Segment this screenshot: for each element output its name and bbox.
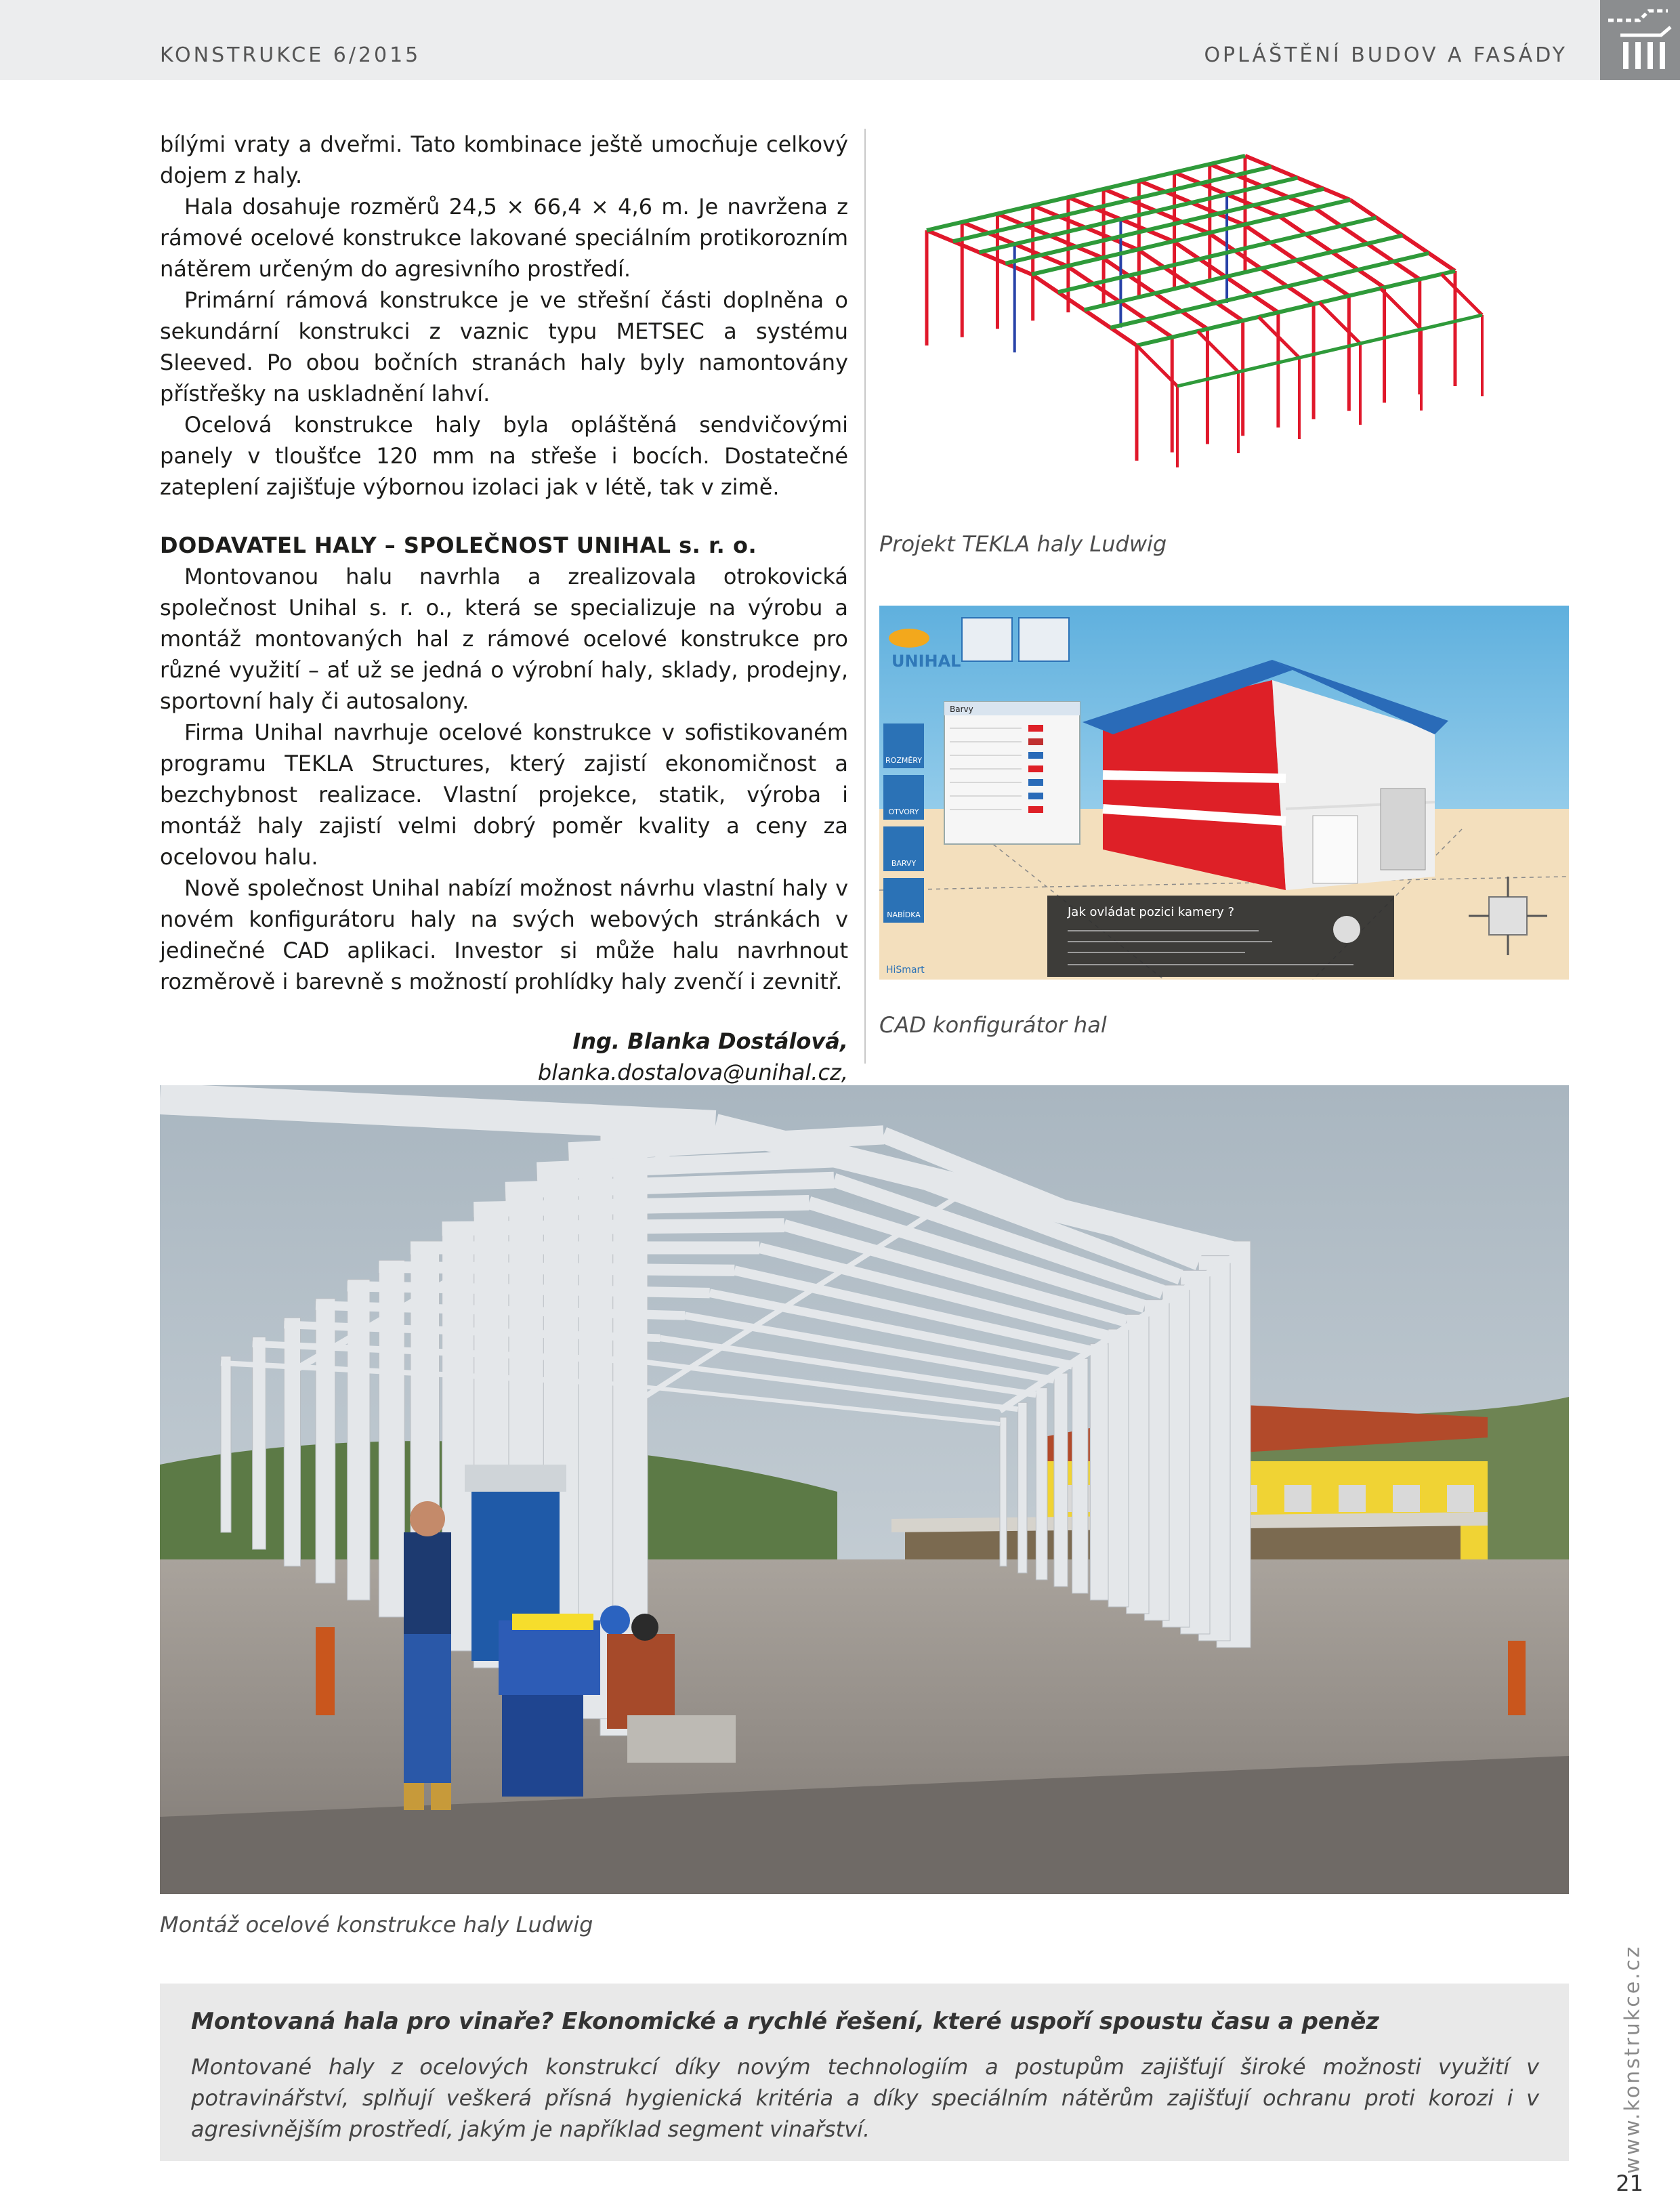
author-email: blanka.dostalova@unihal.cz,	[537, 1059, 848, 1085]
section-title: OPLÁŠTĚNÍ BUDOV A FASÁDY	[1204, 43, 1568, 67]
info-box	[160, 1984, 1569, 2161]
menu-item-rozmery: ROZMĚRY	[885, 756, 922, 765]
column-divider	[864, 129, 866, 1064]
info-box-body: Montované haly z ocelových konstrukcí díky novým technologiím a postupům zajišťují široké možnosti využití v potravinářství, splňují veškerá přísná hygienická kritéria a díky speciálním nátěrům zajišťují ochranu proti korozi i v agresivnějším prostředí, jakým je například segment vinařství.	[191, 2054, 1539, 2142]
article-paragraph: bílými vraty a dveřmi. Tato kombinace ještě umocňuje celkový dojem z haly.	[160, 131, 848, 188]
magazine-issue: KONSTRUKCE 6/2015	[160, 43, 421, 67]
section-heading: DODAVATEL HALY – SPOLEČNOST UNIHAL s. r. o.	[160, 532, 757, 558]
photo-caption: Montáž ocelové konstrukce haly Ludwig	[160, 1912, 593, 1937]
page-header	[0, 0, 1680, 80]
magazine-logo	[1600, 0, 1680, 80]
article-paragraph: Montovanou halu navrhla a zrealizovala otrokovická společnost Unihal s. r. o., která se specializuje na výrobu a montáž montovaných hal z rámové ocelové konstrukce pro různé využití – ať už se jedná o výrobní haly, sklady, prodejny, sportovní haly či autosalony.	[160, 564, 848, 714]
menu-item-nabidka: NABÍDKA	[887, 910, 921, 919]
dialog-title: Barvy	[950, 705, 973, 714]
hismart-brand: HiSmart	[886, 965, 925, 975]
menu-item-otvory: OTVORY	[888, 807, 919, 816]
article-paragraph: Primární rámová konstrukce je ve střešní části doplněna o sekundární konstrukci z vaznic typu METSEC a systému Sleeved. Po obou bočních stranách haly byly namontovány přístřešky na uskladnění lahví.	[160, 287, 848, 406]
article-body	[160, 129, 848, 1150]
tekla-caption: Projekt TEKLA haly Ludwig	[879, 531, 1167, 557]
tekla-model-figure	[879, 129, 1569, 511]
camera-help-title: Jak ovládat pozici kamery ?	[1068, 905, 1234, 919]
cad-configurator-figure	[879, 606, 1569, 980]
menu-item-barvy: BARVY	[891, 859, 917, 868]
author-name: Ing. Blanka Dostálová,	[572, 1028, 848, 1054]
article-paragraph: Firma Unihal navrhuje ocelové konstrukce v sofistikovaném programu TEKLA Structures, který zajistí ekonomičnost a bezchybnost realizace. Vlastní projekce, statik, výroba i montáž haly zajistí velmi dobrý poměr kvality a ceny za ocelovou halu.	[160, 719, 848, 870]
article-paragraph: Nově společnost Unihal nabízí možnost návrhu vlastní haly v novém konfigurátoru haly na svých webových stránkách v jedinečné CAD aplikaci. Investor si může halu navrhnout rozměrově i barevně s možností prohlídky haly zvenčí i zevnitř.	[160, 875, 848, 994]
cad-caption: CAD konfigurátor hal	[879, 1012, 1107, 1038]
page-number: 21	[1616, 2170, 1643, 2196]
unihal-logo: UNIHAL	[891, 652, 961, 671]
info-box-title: Montovaná hala pro vinaře? Ekonomické a rychlé řešení, které uspoří spoustu času a peněz	[191, 2008, 1380, 2035]
sidebar-url[interactable]	[1612, 1931, 1653, 2188]
article-paragraph: Ocelová konstrukce haly byla opláštěná sendvičovými panely v tloušťce 120 mm na střeše i bocích. Dostatečné zateplení zajišťuje výbornou izolaci jak v létě, tak v zimě.	[160, 412, 848, 500]
article-paragraph: Hala dosahuje rozměrů 24,5 × 66,4 × 4,6 m. Je navržena z rámové ocelové konstrukce lakované speciálním protikorozním nátěrem určeným do agresivního prostředí.	[160, 194, 848, 282]
construction-photo	[160, 1085, 1569, 1894]
sidebar-url-text: www.konstrukce.cz	[1620, 1945, 1645, 2174]
